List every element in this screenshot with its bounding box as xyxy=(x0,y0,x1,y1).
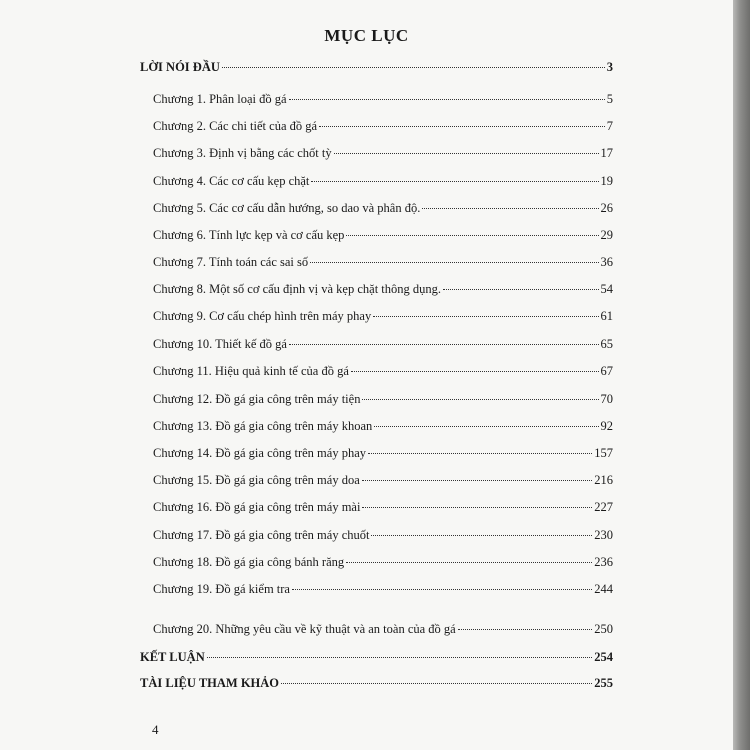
toc-entry-label: Chương 18. Đồ gá gia công bánh răng xyxy=(153,555,345,569)
dot-leader xyxy=(362,399,598,400)
toc-entry-page: 230 xyxy=(594,528,613,542)
toc-entry-page: 157 xyxy=(594,446,613,460)
toc-entry xyxy=(153,228,613,243)
toc-entry-label: Chương 9. Cơ cấu chép hình trên máy phay xyxy=(153,309,372,323)
toc-entry xyxy=(153,174,613,189)
dot-leader xyxy=(289,344,599,345)
toc-entry xyxy=(153,337,613,352)
dot-leader xyxy=(351,371,599,372)
toc-entry xyxy=(153,255,613,270)
toc-entry-label: LỜI NÓI ĐẦU xyxy=(140,60,220,74)
dot-leader xyxy=(346,562,592,563)
toc-entry-label: Chương 2. Các chi tiết của đồ gá xyxy=(153,119,318,133)
dot-leader xyxy=(422,208,598,209)
page-number: 4 xyxy=(152,722,159,737)
dot-leader xyxy=(310,262,598,263)
dot-leader xyxy=(458,629,593,630)
toc-entry xyxy=(153,119,613,134)
toc-entry-label: Chương 1. Phân loại đồ gá xyxy=(153,92,287,106)
toc-entry-page: 244 xyxy=(594,582,613,596)
toc-entry-label: TÀI LIỆU THAM KHẢO xyxy=(140,676,280,690)
toc-entry-page: 65 xyxy=(600,337,613,351)
toc-entry xyxy=(153,622,613,637)
toc-entry-label: Chương 8. Một số cơ cấu định vị và kẹp chặt thông dụng. xyxy=(153,282,442,296)
dot-leader xyxy=(362,480,593,481)
toc-entry xyxy=(153,446,613,461)
toc-entry-page: 36 xyxy=(600,255,613,269)
toc-entry-page: 26 xyxy=(600,201,613,215)
toc-entry-page: 5 xyxy=(606,92,613,106)
toc-entry-page: 61 xyxy=(600,309,613,323)
toc-entry xyxy=(140,650,613,665)
toc-entry-label: Chương 6. Tính lực kẹp và cơ cấu kẹp xyxy=(153,228,345,242)
dot-leader xyxy=(443,289,598,290)
toc-entry xyxy=(153,92,613,107)
toc-entry-label: Chương 17. Đồ gá gia công trên máy chuốt xyxy=(153,528,370,542)
toc-entry xyxy=(153,500,613,515)
toc-entry-page: 254 xyxy=(594,650,613,664)
dot-leader xyxy=(281,683,592,684)
toc-entry xyxy=(153,309,613,324)
toc-entry-label: Chương 5. Các cơ cấu dẫn hướng, so dao và phân độ. xyxy=(153,201,421,215)
dot-leader xyxy=(289,99,605,100)
toc-entry-label: Chương 13. Đồ gá gia công trên máy khoan xyxy=(153,419,373,433)
dot-leader xyxy=(346,235,598,236)
toc-entry xyxy=(153,473,613,488)
toc-entry-page: 250 xyxy=(594,622,613,636)
toc-entry-page: 29 xyxy=(600,228,613,242)
toc-entry-page: 70 xyxy=(600,392,613,406)
dot-leader xyxy=(207,657,593,658)
toc-entry xyxy=(153,555,613,570)
toc-entry-label: Chương 15. Đồ gá gia công trên máy doa xyxy=(153,473,360,487)
toc-entry-label: Chương 3. Định vị bằng các chốt tỳ xyxy=(153,146,332,160)
toc-entry-page: 227 xyxy=(594,500,613,514)
dot-leader xyxy=(371,535,592,536)
toc-entry-label: Chương 12. Đồ gá gia công trên máy tiện xyxy=(153,392,361,406)
toc-entry xyxy=(140,676,613,691)
toc-entry-label: Chương 11. Hiệu quả kinh tế của đồ gá xyxy=(153,364,349,378)
toc-entry xyxy=(153,146,613,161)
toc-entry-page: 3 xyxy=(606,60,613,74)
toc-entry xyxy=(153,392,613,407)
book-spine-shadow xyxy=(733,0,750,750)
page-title: MỤC LỤC xyxy=(324,26,409,45)
dot-leader xyxy=(311,181,598,182)
toc-entry-page: 7 xyxy=(606,119,613,133)
toc-entry-page: 19 xyxy=(600,174,613,188)
toc-entry-label: Chương 14. Đồ gá gia công trên máy phay xyxy=(153,446,366,460)
dot-leader xyxy=(362,507,592,508)
dot-leader xyxy=(334,153,599,154)
toc-entry-label: Chương 4. Các cơ cấu kẹp chặt xyxy=(153,174,310,188)
toc-entry-label: Chương 16. Đồ gá gia công trên máy mài xyxy=(153,500,361,514)
toc-entry-label: KẾT LUẬN xyxy=(140,650,205,664)
toc-entry-label: Chương 10. Thiết kế đồ gá xyxy=(153,337,287,351)
toc-entry xyxy=(153,528,613,543)
toc-entry-page: 216 xyxy=(594,473,613,487)
toc-entry-page: 17 xyxy=(600,146,613,160)
toc-entry-page: 255 xyxy=(594,676,613,690)
toc-entry xyxy=(153,282,613,297)
toc-entry xyxy=(153,582,613,597)
dot-leader xyxy=(368,453,592,454)
toc-entry-label: Chương 7. Tính toán các sai số xyxy=(153,255,309,269)
toc-entry xyxy=(140,60,613,75)
toc-entry xyxy=(153,419,613,434)
toc-entry-label: Chương 19. Đồ gá kiểm tra xyxy=(153,582,290,596)
toc-entry-page: 92 xyxy=(600,419,613,433)
dot-leader xyxy=(374,426,598,427)
toc-entry-page: 54 xyxy=(600,282,613,296)
dot-leader xyxy=(319,126,605,127)
dot-leader xyxy=(373,316,598,317)
dot-leader xyxy=(222,67,605,68)
toc-entry xyxy=(153,201,613,216)
toc-entry-page: 67 xyxy=(600,364,613,378)
toc-entry-page: 236 xyxy=(594,555,613,569)
toc-entry xyxy=(153,364,613,379)
toc-entry-label: Chương 20. Những yêu cầu về kỹ thuật và an toàn của đồ gá xyxy=(153,622,456,636)
dot-leader xyxy=(292,589,592,590)
